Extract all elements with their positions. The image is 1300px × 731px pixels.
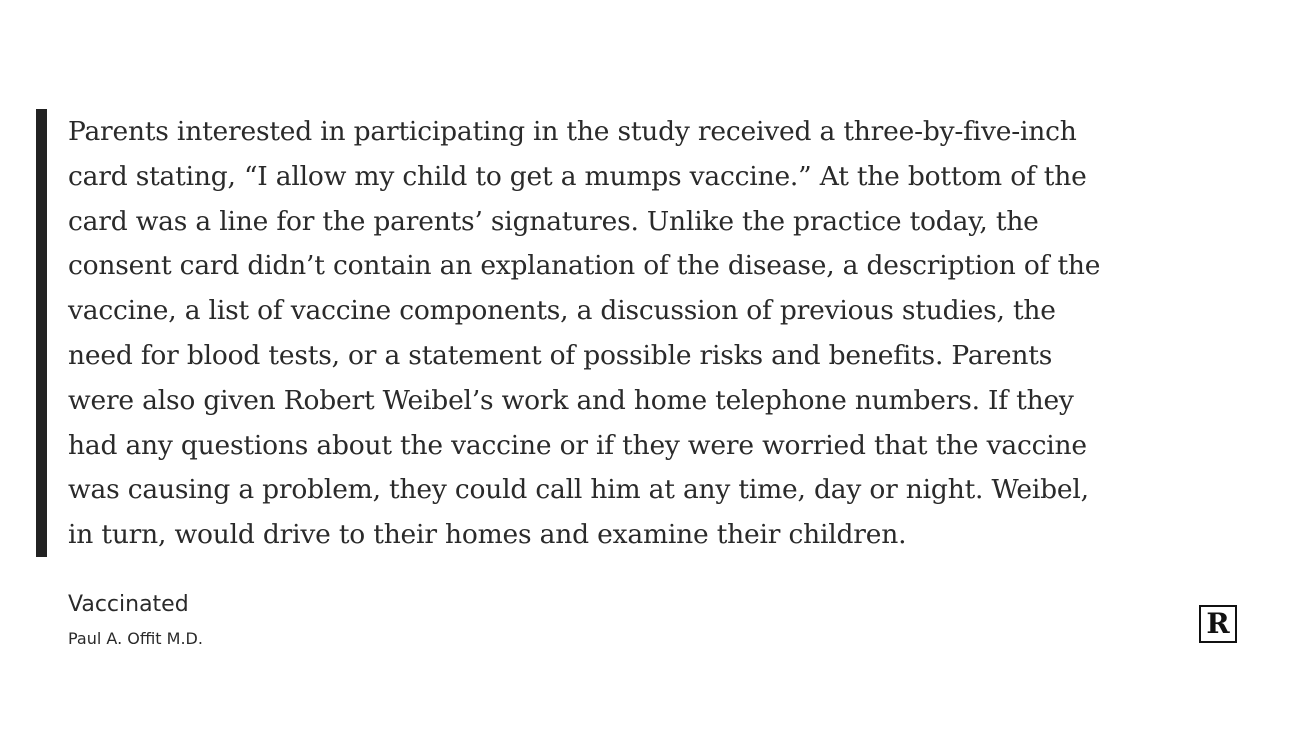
- logo-letter: R: [1206, 607, 1230, 640]
- quote-bar: [36, 109, 47, 557]
- quote-line: were also given Robert Weibel’s work and home telephone numbers. If they: [68, 384, 1074, 416]
- quote-line: need for blood tests, or a statement of possible risks and benefits. Parents: [68, 339, 1053, 371]
- quote-line: vaccine, a list of vaccine components, a discussion of previous studies, the: [68, 295, 1056, 327]
- quote-line: card was a line for the parents’ signatures. Unlike the practice today, the: [68, 205, 1039, 237]
- readwise-logo-icon: [1199, 605, 1237, 643]
- quote-line: in turn, would drive to their homes and examine their children.: [68, 519, 907, 551]
- quote-line: had any questions about the vaccine or if they were worried that the vaccine: [68, 429, 1087, 461]
- quote-line: Parents interested in participating in the study received a three-by-five-inch: [68, 116, 1077, 147]
- quote-line: card stating, “I allow my child to get a mumps vaccine.” At the bottom of the: [68, 160, 1087, 192]
- book-title: Vaccinated: [68, 592, 189, 617]
- quote-line: was causing a problem, they could call him at any time, day or night. Weibel,: [68, 474, 1089, 506]
- highlight-quote: [68, 110, 1168, 558]
- book-author: Paul A. Offit M.D.: [68, 629, 203, 648]
- quote-line: consent card didn’t contain an explanation of the disease, a description of the: [68, 250, 1101, 282]
